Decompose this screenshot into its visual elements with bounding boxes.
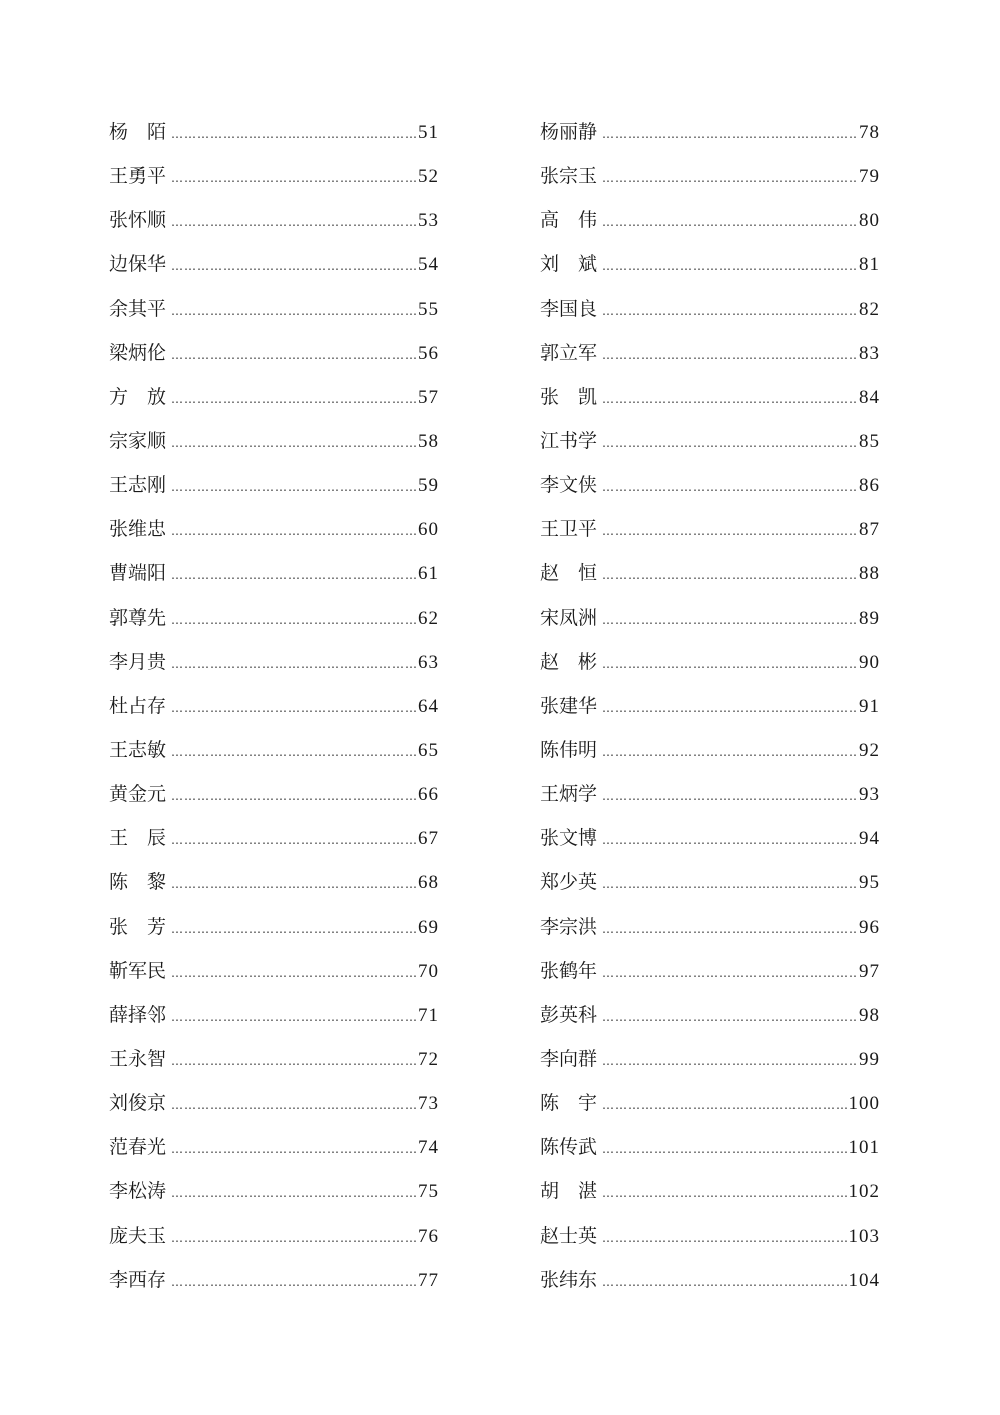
toc-entry-page-number: 79	[859, 166, 880, 188]
dot-leader	[171, 465, 416, 509]
toc-entry[interactable]	[109, 1081, 439, 1125]
dot-leader	[171, 774, 416, 818]
toc-entry-name: 王卫平	[540, 518, 598, 541]
toc-entry-page-number: 94	[859, 828, 880, 850]
toc-entry-page-number: 53	[418, 210, 439, 232]
toc-entry[interactable]	[109, 331, 439, 375]
dot-leader	[602, 1171, 847, 1215]
toc-entry-page-number: 88	[859, 563, 880, 585]
toc-entry[interactable]	[109, 1214, 439, 1258]
dot-leader	[602, 642, 857, 686]
toc-entry-page-number: 95	[859, 872, 880, 894]
toc-entry-name: 王志敏	[109, 738, 167, 761]
toc-entry-page-number: 75	[418, 1181, 439, 1203]
toc-entry-page-number: 63	[418, 651, 439, 673]
dot-leader	[602, 907, 857, 951]
dot-leader	[602, 951, 857, 995]
toc-entry-page-number: 96	[859, 916, 880, 938]
toc-entry-name: 陈伟明	[540, 738, 598, 761]
toc-entry-page-number: 54	[418, 254, 439, 276]
dot-leader	[602, 333, 857, 377]
dot-leader	[171, 244, 416, 288]
dot-leader	[171, 686, 416, 730]
toc-entry-name: 郑少英	[540, 871, 598, 894]
dot-leader	[602, 1039, 857, 1083]
toc-entry[interactable]	[540, 507, 880, 551]
toc-entry-name: 张文博	[540, 827, 598, 850]
toc-entry[interactable]	[109, 772, 439, 816]
toc-entry-page-number: 99	[859, 1048, 880, 1070]
dot-leader	[171, 907, 416, 951]
dot-leader	[602, 730, 857, 774]
dot-leader	[602, 1127, 847, 1171]
dot-leader	[602, 553, 857, 597]
toc-entry-name: 李西存	[109, 1268, 167, 1291]
toc-entry[interactable]	[109, 905, 439, 949]
toc-entry[interactable]	[109, 949, 439, 993]
toc-entry-page-number: 81	[859, 254, 880, 276]
toc-entry[interactable]	[109, 287, 439, 331]
toc-entry-page-number: 87	[859, 519, 880, 541]
toc-entry-name: 庞夫玉	[109, 1224, 167, 1247]
dot-leader	[602, 598, 857, 642]
toc-entry[interactable]	[540, 198, 880, 242]
toc-entry-name: 边保华	[109, 253, 167, 276]
toc-entry-page-number: 80	[859, 210, 880, 232]
dot-leader	[602, 244, 857, 288]
toc-entry-name: 宋凤洲	[540, 606, 598, 629]
dot-leader	[602, 509, 857, 553]
toc-entry-page-number: 58	[418, 430, 439, 452]
toc-entry-name: 宗家顺	[109, 429, 167, 452]
toc-entry-page-number: 82	[859, 298, 880, 320]
toc-entry[interactable]	[540, 1169, 880, 1213]
toc-entry-page-number: 92	[859, 739, 880, 761]
dot-leader	[602, 377, 857, 421]
toc-entry-page-number: 65	[418, 739, 439, 761]
toc-entry-name: 王 辰	[109, 827, 167, 850]
toc-entry[interactable]	[540, 375, 880, 419]
toc-entry-name: 江书学	[540, 429, 598, 452]
dot-leader	[171, 1127, 416, 1171]
toc-entry-name: 李松涛	[109, 1180, 167, 1203]
dot-leader	[602, 1083, 847, 1127]
toc-entry-name: 彭英科	[540, 1003, 598, 1026]
dot-leader	[171, 156, 416, 200]
toc-entry[interactable]	[109, 463, 439, 507]
toc-entry-name: 张 芳	[109, 915, 167, 938]
toc-entry-name: 赵 恒	[540, 562, 598, 585]
toc-entry[interactable]	[540, 1037, 880, 1081]
toc-entry-page-number: 90	[859, 651, 880, 673]
toc-entry-page-number: 101	[848, 1137, 880, 1159]
toc-entry-page-number: 89	[859, 607, 880, 629]
toc-entry-name: 方 放	[109, 385, 167, 408]
toc-entry-page-number: 72	[418, 1048, 439, 1070]
toc-entry[interactable]	[540, 596, 880, 640]
toc-entry[interactable]	[109, 551, 439, 595]
toc-entry-name: 高 伟	[540, 209, 598, 232]
dot-leader	[602, 774, 857, 818]
dot-leader	[602, 421, 857, 465]
toc-entry-page-number: 70	[418, 960, 439, 982]
dot-leader	[171, 289, 416, 333]
toc-entry-name: 范春光	[109, 1136, 167, 1159]
dot-leader	[171, 598, 416, 642]
toc-entry-page-number: 85	[859, 430, 880, 452]
toc-entry-page-number: 84	[859, 386, 880, 408]
dot-leader	[171, 1083, 416, 1127]
dot-leader	[171, 818, 416, 862]
dot-leader	[602, 686, 857, 730]
toc-column-right	[540, 110, 880, 1302]
toc-entry[interactable]	[540, 816, 880, 860]
toc-entry-name: 杨 陌	[109, 121, 167, 143]
dot-leader	[602, 156, 857, 200]
toc-entry[interactable]	[540, 1214, 880, 1258]
dot-leader	[171, 509, 416, 553]
toc-entry-name: 李国良	[540, 297, 598, 320]
dot-leader	[602, 995, 857, 1039]
toc-entry-name: 薛择邻	[109, 1003, 167, 1026]
dot-leader	[171, 995, 416, 1039]
toc-entry-name: 胡 湛	[540, 1180, 598, 1203]
toc-entry[interactable]	[540, 949, 880, 993]
toc-entry-name: 王勇平	[109, 165, 167, 188]
toc-entry[interactable]	[109, 816, 439, 860]
toc-entry-page-number: 97	[859, 960, 880, 982]
toc-entry-name: 赵 彬	[540, 650, 598, 673]
toc-entry-page-number: 100	[848, 1093, 880, 1115]
toc-entry-name: 张 凯	[540, 385, 598, 408]
toc-entry[interactable]	[109, 596, 439, 640]
toc-entry-page-number: 104	[848, 1269, 880, 1291]
toc-entry[interactable]	[109, 640, 439, 684]
toc-entry[interactable]	[540, 1081, 880, 1125]
dot-leader	[602, 289, 857, 333]
toc-entry-name: 杜占存	[109, 694, 167, 717]
toc-entry-name: 刘俊京	[109, 1092, 167, 1115]
toc-entry-page-number: 56	[418, 342, 439, 364]
toc-entry-name: 张鹤年	[540, 959, 598, 982]
toc-entry-name: 张怀顺	[109, 209, 167, 232]
toc-entry[interactable]	[540, 640, 880, 684]
toc-entry-name: 郭尊先	[109, 606, 167, 629]
toc-entry[interactable]	[540, 110, 880, 154]
dot-leader	[602, 818, 857, 862]
toc-entry-name: 张宗玉	[540, 165, 598, 188]
dot-leader	[171, 1039, 416, 1083]
toc-entry-page-number: 57	[418, 386, 439, 408]
dot-leader	[171, 1216, 416, 1260]
dot-leader	[171, 951, 416, 995]
toc-entry[interactable]	[109, 684, 439, 728]
toc-entry-name: 陈 宇	[540, 1092, 598, 1115]
dot-leader	[171, 730, 416, 774]
toc-entry-name: 杨丽静	[540, 121, 598, 143]
toc-entry-page-number: 71	[418, 1004, 439, 1026]
dot-leader	[171, 1171, 416, 1215]
toc-entry[interactable]	[109, 507, 439, 551]
toc-entry[interactable]	[109, 242, 439, 286]
toc-entry-page-number: 76	[418, 1225, 439, 1247]
dot-leader	[171, 112, 416, 156]
toc-entry[interactable]	[540, 728, 880, 772]
toc-entry-page-number: 62	[418, 607, 439, 629]
dot-leader	[602, 112, 857, 156]
toc-entry[interactable]	[109, 993, 439, 1037]
toc-entry[interactable]	[540, 287, 880, 331]
toc-entry-page-number: 98	[859, 1004, 880, 1026]
toc-entry-name: 曹端阳	[109, 562, 167, 585]
toc-entry-page-number: 67	[418, 828, 439, 850]
toc-entry[interactable]	[540, 1125, 880, 1169]
toc-entry[interactable]	[109, 419, 439, 463]
toc-entry-name: 张维忠	[109, 518, 167, 541]
toc-entry-page-number: 77	[418, 1269, 439, 1291]
toc-entry[interactable]	[540, 331, 880, 375]
toc-entry-page-number: 64	[418, 695, 439, 717]
toc-entry[interactable]	[540, 684, 880, 728]
toc-entry-name: 刘 斌	[540, 253, 598, 276]
toc-entry-name: 李向群	[540, 1047, 598, 1070]
toc-entry-page-number: 74	[418, 1137, 439, 1159]
toc-entry-name: 李月贵	[109, 650, 167, 673]
dot-leader	[171, 421, 416, 465]
toc-entry[interactable]	[109, 1037, 439, 1081]
toc-entry[interactable]	[540, 463, 880, 507]
toc-entry[interactable]	[109, 1169, 439, 1213]
toc-entry[interactable]	[109, 154, 439, 198]
toc-entry[interactable]	[540, 551, 880, 595]
toc-entry-name: 王炳学	[540, 783, 598, 806]
toc-entry-name: 陈 黎	[109, 871, 167, 894]
dot-leader	[171, 200, 416, 244]
toc-entry-name: 赵士英	[540, 1224, 598, 1247]
toc-entry-page-number: 86	[859, 475, 880, 497]
dot-leader	[171, 1260, 416, 1304]
dot-leader	[171, 553, 416, 597]
toc-entry-page-number: 60	[418, 519, 439, 541]
toc-entry-name: 余其平	[109, 297, 167, 320]
dot-leader	[602, 1260, 847, 1304]
toc-entry-page-number: 103	[848, 1225, 880, 1247]
toc-entry[interactable]	[540, 905, 880, 949]
toc-entry[interactable]	[540, 419, 880, 463]
toc-entry-page-number: 93	[859, 784, 880, 806]
toc-entry[interactable]	[540, 772, 880, 816]
dot-leader	[602, 862, 857, 906]
dot-leader	[602, 1216, 847, 1260]
toc-entry[interactable]	[540, 242, 880, 286]
toc-entry-name: 靳军民	[109, 959, 167, 982]
toc-entry[interactable]	[109, 1258, 439, 1302]
toc-entry-page-number: 102	[848, 1181, 880, 1203]
toc-entry-page-number: 55	[418, 298, 439, 320]
toc-entry-page-number: 52	[418, 166, 439, 188]
dot-leader	[171, 642, 416, 686]
toc-entry-name: 黄金元	[109, 783, 167, 806]
toc-entry-page-number: 91	[859, 695, 880, 717]
toc-entry-page-number: 61	[418, 563, 439, 585]
toc-entry[interactable]	[109, 110, 439, 154]
toc-entry[interactable]	[109, 860, 439, 904]
toc-column-left	[109, 110, 439, 1302]
toc-entry-page-number: 83	[859, 342, 880, 364]
toc-entry[interactable]	[540, 154, 880, 198]
toc-entry-page-number: 73	[418, 1093, 439, 1115]
toc-entry-name: 王永智	[109, 1047, 167, 1070]
toc-entry-name: 梁炳伦	[109, 341, 167, 364]
toc-entry-page-number: 66	[418, 784, 439, 806]
toc-entry-name: 李宗洪	[540, 915, 598, 938]
toc-entry[interactable]	[109, 1125, 439, 1169]
toc-entry-page-number: 51	[418, 122, 439, 143]
dot-leader	[171, 333, 416, 377]
toc-entry-page-number: 69	[418, 916, 439, 938]
dot-leader	[171, 862, 416, 906]
toc-entry-name: 张纬东	[540, 1268, 598, 1291]
toc-entry[interactable]	[540, 1258, 880, 1302]
toc-entry-page-number: 68	[418, 872, 439, 894]
toc-entry[interactable]	[540, 860, 880, 904]
dot-leader	[602, 465, 857, 509]
toc-entry-name: 陈传武	[540, 1136, 598, 1159]
toc-entry-name: 王志刚	[109, 474, 167, 497]
toc-entry[interactable]	[540, 993, 880, 1037]
toc-entry-name: 李文侠	[540, 474, 598, 497]
toc-entry[interactable]	[109, 375, 439, 419]
dot-leader	[602, 200, 857, 244]
toc-entry-name: 张建华	[540, 694, 598, 717]
toc-entry-page-number: 78	[859, 122, 880, 143]
toc-entry[interactable]	[109, 728, 439, 772]
dot-leader	[171, 377, 416, 421]
toc-entry[interactable]	[109, 198, 439, 242]
toc-entry-page-number: 59	[418, 475, 439, 497]
toc-entry-name: 郭立军	[540, 341, 598, 364]
